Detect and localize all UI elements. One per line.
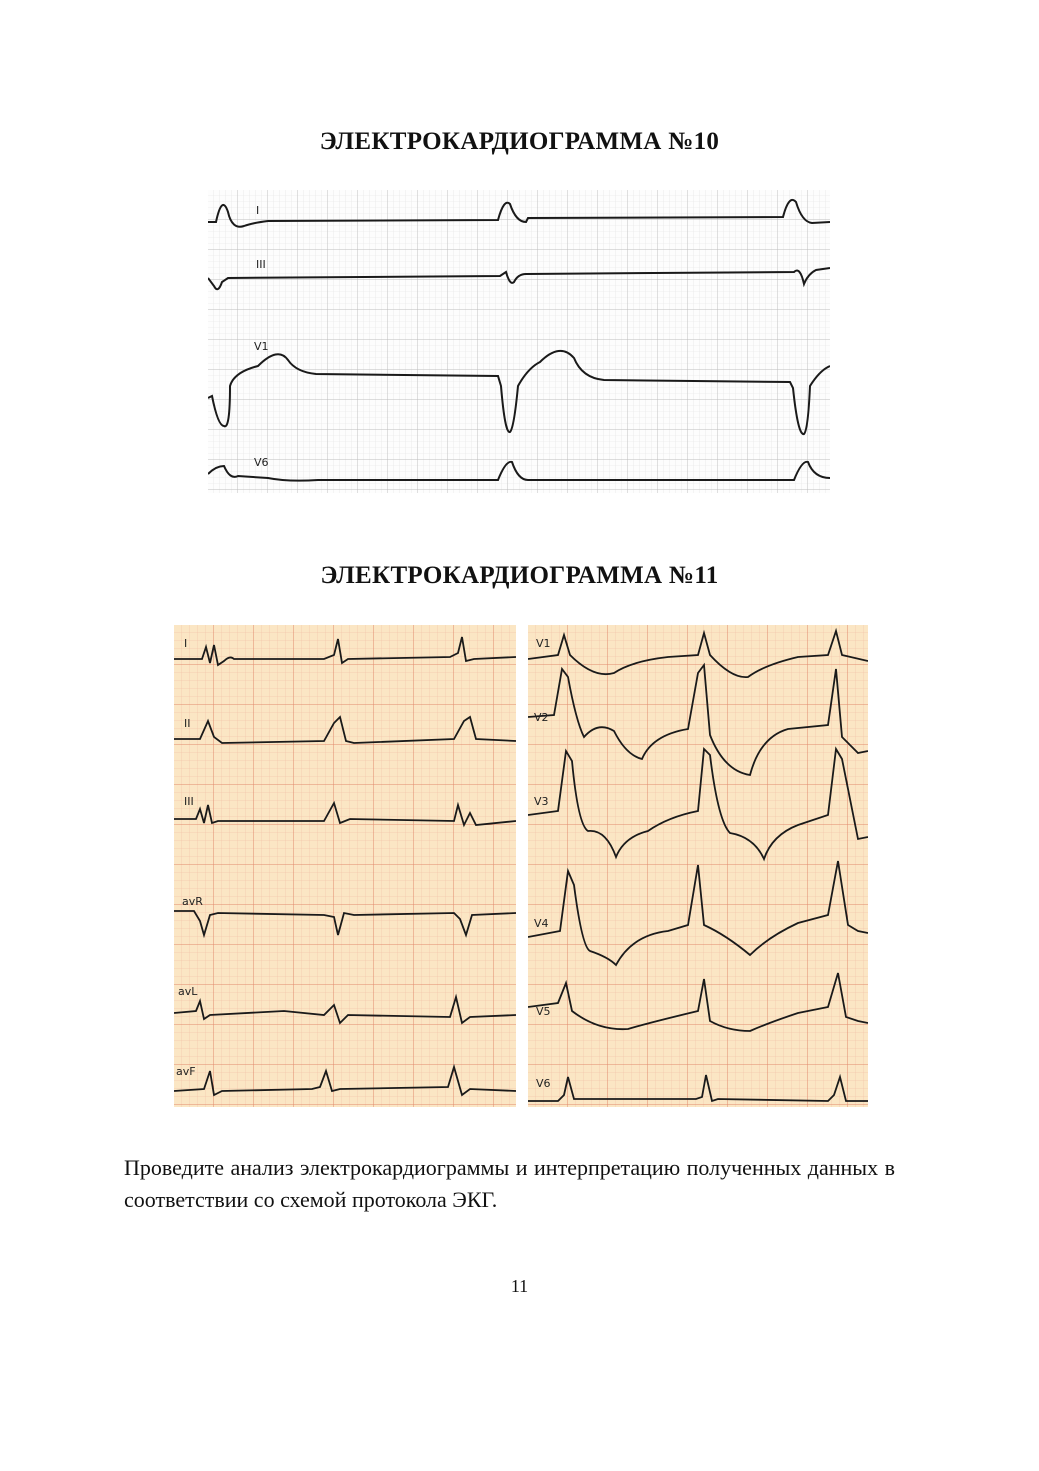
ecg11-limb-label-iii: III bbox=[184, 795, 194, 808]
ecg11-chest-label-v1: V1 bbox=[536, 637, 551, 650]
ecg10-title: ЭЛЕКТРОКАРДИОГРАММА №10 bbox=[319, 128, 720, 155]
ecg11-limb-label-avl: avL bbox=[178, 985, 198, 998]
ecg11-limb-label-avr: avR bbox=[182, 895, 203, 908]
ecg11-chest-label-v3: V3 bbox=[534, 795, 549, 808]
ecg10-lead-label-i: I bbox=[256, 204, 260, 217]
ecg11-chest-label-v2: V2 bbox=[534, 711, 549, 724]
ecg10-lead-label-v6: V6 bbox=[254, 456, 269, 469]
ecg10-lead-label-v1: V1 bbox=[254, 340, 269, 353]
ecg11-limb-label-i: I bbox=[184, 637, 188, 650]
ecg11-limb-label-ii: II bbox=[184, 717, 191, 730]
ecg11-chest-leads-tracing bbox=[528, 625, 868, 1107]
ecg10-lead-label-iii: III bbox=[256, 258, 266, 271]
ecg10-tracing bbox=[208, 190, 830, 493]
ecg11-limb-leads-tracing bbox=[174, 625, 516, 1107]
page-number: 11 bbox=[510, 1276, 529, 1296]
ecg11-chest-label-v6: V6 bbox=[536, 1077, 551, 1090]
ecg11-limb-label-avf: avF bbox=[176, 1065, 196, 1078]
ecg11-title: ЭЛЕКТРОКАРДИОГРАММА №11 bbox=[320, 562, 719, 589]
instructions-text: Проведите анализ электрокардиограммы и интерпретацию полученных данных в соответствии со схемой протокола ЭКГ. bbox=[124, 1155, 895, 1212]
ecg11-chest-label-v4: V4 bbox=[534, 917, 549, 930]
ecg11-chest-label-v5: V5 bbox=[536, 1005, 551, 1018]
